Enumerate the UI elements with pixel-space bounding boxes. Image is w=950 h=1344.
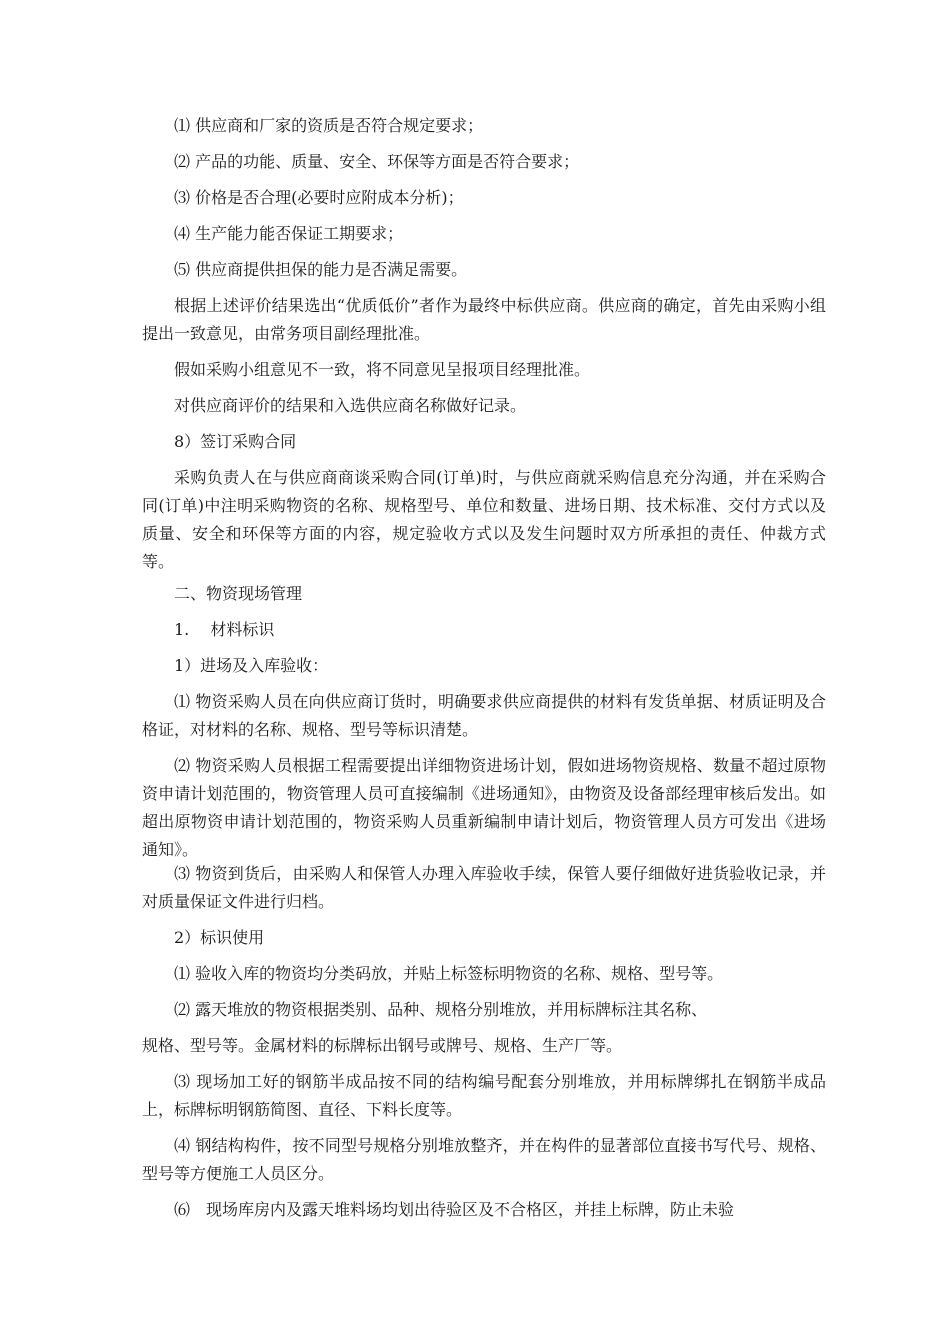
- paragraph-ordering: ⑴ 物资采购人员在向供应商订货时，明确要求供应商提供的材料有发货单据、材质证明及合格证，对材料的名称、规格、型号等标识清楚。: [142, 692, 826, 739]
- list-item-price: ⑶ 价格是否合理(必要时应附成本分析)；: [174, 188, 464, 207]
- section-heading-marking-use: 2）标识使用: [174, 928, 265, 947]
- paragraph-arrival: ⑶ 物资到货后，由采购人和保管人办理入库验收手续，保管人要仔细做好进货验收记录，并对质量保证文件进行归档。: [142, 864, 826, 911]
- paragraph-outdoor-stacking-continued: 规格、型号等。金属材料的标牌标出钢号或牌号、规格、生产厂等。: [142, 1036, 623, 1055]
- paragraph-entry-plan: ⑵ 物资采购人员根据工程需要提出详细物资进场计划，假如进场物资规格、数量不超过原物资申请计划范围的，物资管理人员可直接编制《进场通知》，由物资及设备部经理审核后发出。如超出原物资申请计划范围的，物资采购人员重新编制申请计划后，物资管理人员方可发出《进场通知》。: [142, 756, 826, 859]
- section-heading-contract: 8）签订采购合同: [174, 432, 297, 451]
- paragraph-inspection-zones: ⑹ 现场库房内及露天堆料场均划出待验区及不合格区，并挂上标牌，防止未验: [174, 1200, 735, 1219]
- list-item-product-function: ⑵ 产品的功能、质量、安全、环保等方面是否符合要求；: [174, 152, 580, 171]
- paragraph-selection: 根据上述评价结果选出“优质低价”者作为最终中标供应商。供应商的确定，首先由采购小组提出一致意见，由常务项目副经理批准。: [142, 296, 826, 343]
- paragraph-outdoor-stacking: ⑵ 露天堆放的物资根据类别、品种、规格分别堆放，并用标牌标注其名称、: [174, 1000, 708, 1019]
- paragraph-contract: 采购负责人在与供应商商谈采购合同(订单)时，与供应商就采购信息充分沟通，并在采购合同(订单)中注明采购物资的名称、规格型号、单位和数量、进场日期、技术标准、交付方式以及质量、安全和环保等方面的内容，规定验收方式以及发生问题时双方所承担的责任、仲裁方式等。: [142, 468, 826, 571]
- list-item-supplier-qualification: ⑴ 供应商和厂家的资质是否符合规定要求；: [174, 116, 484, 135]
- list-item-production-capacity: ⑷ 生产能力能否保证工期要求；: [174, 224, 404, 243]
- paragraph-steel-structure: ⑷ 钢结构构件，按不同型号规格分别堆放整齐，并在构件的显著部位直接书写代号、规格、型号等方便施工人员区分。: [142, 1136, 826, 1183]
- section-heading-material-marking: 1. 材料标识: [174, 620, 275, 639]
- section-heading-site-management: 二、物资现场管理: [174, 584, 303, 603]
- paragraph-storage-labels: ⑴ 验收入库的物资均分类码放，并贴上标签标明物资的名称、规格、型号等。: [174, 964, 724, 983]
- list-item-guarantee: ⑸ 供应商提供担保的能力是否满足需要。: [174, 260, 468, 279]
- paragraph-disagreement: 假如采购小组意见不一致，将不同意见呈报项目经理批准。: [174, 360, 591, 379]
- paragraph-record: 对供应商评价的结果和入选供应商名称做好记录。: [174, 396, 527, 415]
- section-heading-acceptance: 1）进场及入库验收：: [174, 656, 329, 675]
- paragraph-rebar: ⑶ 现场加工好的钢筋半成品按不同的结构编号配套分别堆放，并用标牌绑扎在钢筋半成品上，标牌标明钢筋简图、直径、下料长度等。: [142, 1072, 826, 1119]
